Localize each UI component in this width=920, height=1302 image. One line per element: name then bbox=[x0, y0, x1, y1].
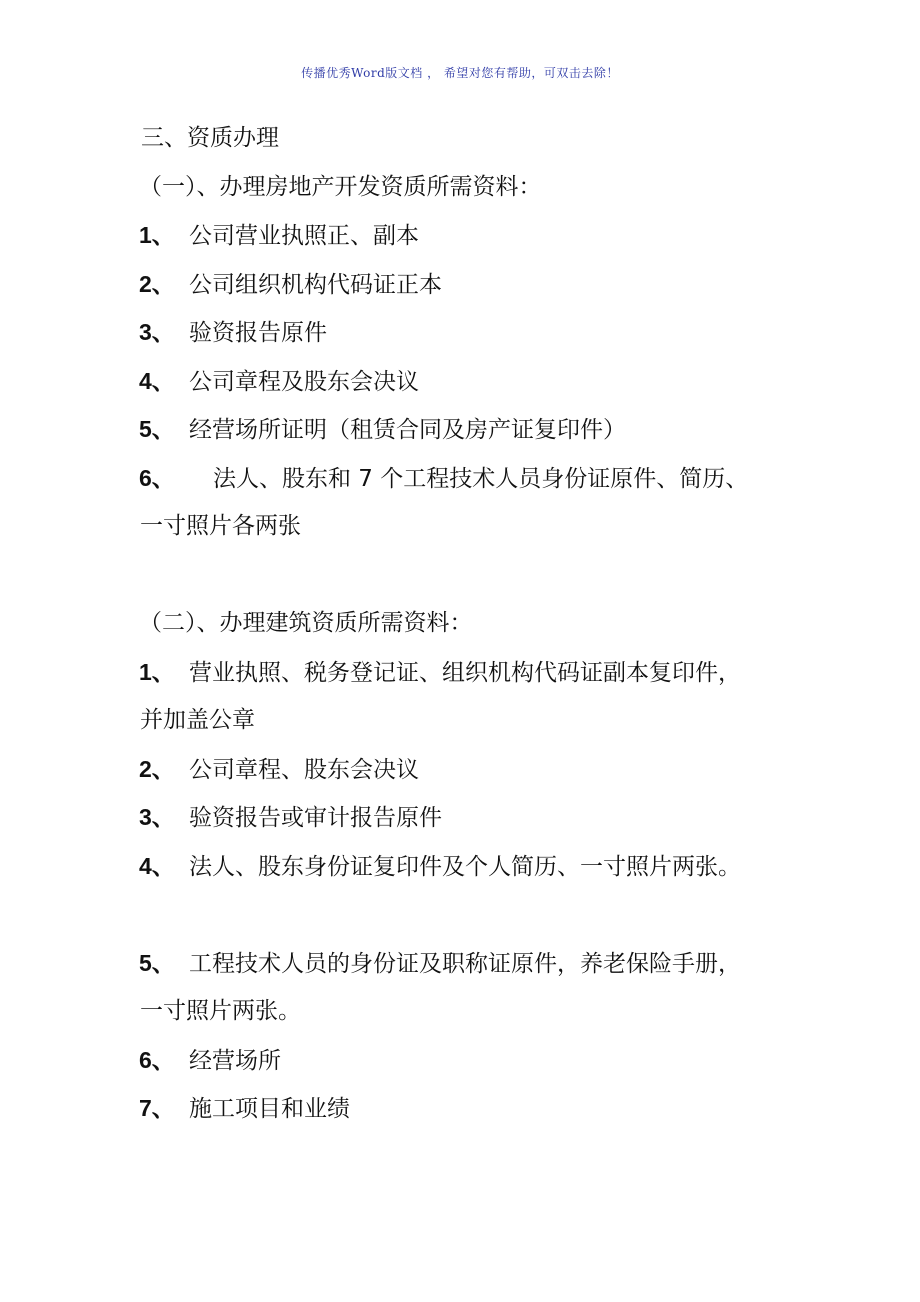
item-continuation: 并加盖公章 bbox=[140, 707, 255, 733]
item-text: 验资报告原件 bbox=[189, 320, 327, 346]
list-item bbox=[139, 357, 799, 406]
list-item bbox=[139, 745, 799, 794]
item-text: 施工项目和业绩 bbox=[189, 1096, 350, 1122]
list-item bbox=[139, 939, 799, 988]
item-text: 经营场所证明（租赁合同及房产证复印件） bbox=[189, 417, 626, 443]
list-item bbox=[139, 454, 799, 503]
item-text: 法人、股东身份证复印件及个人简历、一寸照片两张。 bbox=[189, 853, 741, 880]
list-item bbox=[139, 211, 799, 260]
item-number: 4、 bbox=[139, 367, 175, 394]
item-number: 5、 bbox=[139, 416, 175, 442]
group1-heading: （一）、办理房地产开发资质所需资料： bbox=[139, 173, 542, 200]
item-continuation: 一寸照片各两张 bbox=[140, 513, 301, 539]
item-number: 6、 bbox=[139, 464, 175, 491]
section-title: 三、资质办理 bbox=[141, 125, 279, 151]
item-number: 2、 bbox=[139, 270, 175, 297]
item-number: 6、 bbox=[139, 1046, 175, 1073]
item-text: 验资报告或审计报告原件 bbox=[189, 805, 442, 831]
group2-heading: （二）、办理建筑资质所需资料： bbox=[139, 610, 473, 636]
item-text: 法人、股东和 7 个工程技术人员身份证原件、简历、 bbox=[213, 465, 749, 492]
item-text: 经营场所 bbox=[189, 1047, 281, 1074]
item-text: 公司章程、股东会决议 bbox=[189, 756, 419, 783]
item-number: 1、 bbox=[139, 222, 175, 248]
spacer bbox=[139, 551, 799, 600]
header-note: 传播优秀Word版文档 ， 希望对您有帮助，可双击去除！ bbox=[301, 66, 619, 80]
item-number: 1、 bbox=[139, 658, 175, 685]
list-item bbox=[139, 648, 799, 697]
item-number: 2、 bbox=[139, 755, 175, 782]
item-text: 营业执照、税务登记证、组织机构代码证副本复印件， bbox=[189, 659, 741, 686]
spacer bbox=[139, 890, 799, 939]
list-item bbox=[139, 260, 799, 309]
item-number: 3、 bbox=[139, 804, 175, 830]
item-number: 4、 bbox=[139, 852, 175, 879]
item-number: 3、 bbox=[139, 319, 175, 345]
document-body bbox=[139, 114, 799, 1133]
item-number: 7、 bbox=[139, 1095, 175, 1121]
list-item bbox=[139, 793, 799, 842]
item-text: 公司营业执照正、副本 bbox=[189, 223, 419, 249]
list-item bbox=[139, 405, 799, 454]
item-text: 公司章程及股东会决议 bbox=[189, 368, 419, 395]
list-item bbox=[139, 842, 799, 891]
list-item bbox=[139, 1036, 799, 1085]
item-number: 5、 bbox=[139, 949, 175, 976]
list-item bbox=[139, 1084, 799, 1133]
list-item bbox=[139, 308, 799, 357]
item-text: 公司组织机构代码证正本 bbox=[189, 271, 442, 298]
item-continuation: 一寸照片两张。 bbox=[140, 998, 301, 1024]
item-text: 工程技术人员的身份证及职称证原件，养老保险手册， bbox=[189, 950, 741, 977]
